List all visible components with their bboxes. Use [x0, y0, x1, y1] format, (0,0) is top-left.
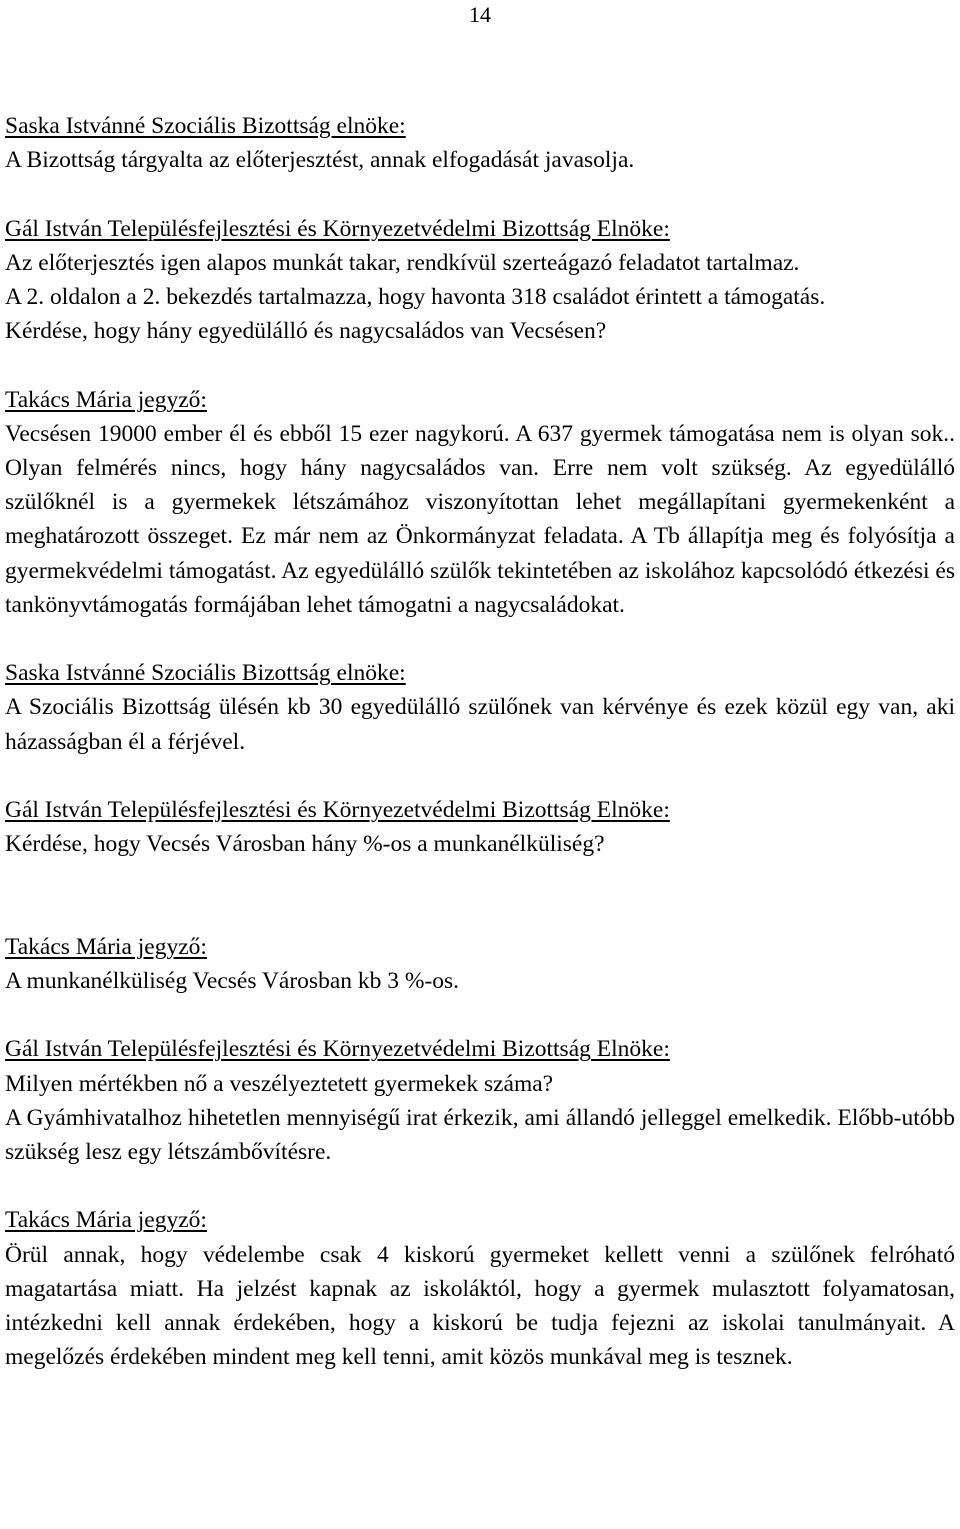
speaker-name: Takács Mária jegyző: [5, 1207, 207, 1234]
statement-text: A munkanélküliség Vecsés Városban kb 3 %-os. [5, 968, 460, 994]
statement-block [5, 109, 955, 177]
speaker-name: Takács Mária jegyző: [5, 386, 207, 413]
statement-text: Vecsésen 19000 ember él és ebből 15 ezer nagykorú. A 637 gyermek támogatása nem is olyan sok.. Olyan felmérés nincs, hogy hány nagycsaládos van. Erre nem volt szükség. Az egyedülálló szülőknél is a gyermekek létszámához viszonyítottan lehet megállapítani gyermekenként a meghatározott összeget. Ez már nem az Önkormányzat feladata. A Tb állapítja meg és folyósítja a gyermekvédelmi támogatást. Az egyedülálló szülők tekintetében az iskolához kapcsolódó étkezési és tankönyvtámogatás formájában lehet támogatni a nagycsaládokat. [5, 420, 955, 618]
statement-text: A 2. oldalon a 2. bekezdés tartalmazza, hogy havonta 318 családot érintett a támogatás. [5, 284, 826, 310]
statement-text: Kérdése, hogy Vecsés Városban hány %-os a munkanélküliség? [5, 831, 605, 858]
statement-block [5, 656, 955, 759]
statement-text: Az előterjesztés igen alapos munkát takar, rendkívül szerteágazó feladatot tartalmaz. [5, 249, 800, 276]
statement-text: A Bizottság tárgyalta az előterjesztést, annak elfogadását javasolja. [5, 147, 635, 174]
speaker-name: Gál István Településfejlesztési és Környezetvédelmi Bizottság Elnöke: [5, 797, 670, 823]
statement-text: Milyen mértékben nő a veszélyeztetett gyermekek száma? [5, 1070, 554, 1097]
statement-text: A Gyámhivatalhoz hihetetlen mennyiségű irat érkezik, ami állandó jelleggel emelkedik. Előbb-utóbb szükség lesz egy létszámbővítésre. [5, 1104, 955, 1165]
speaker-name: Gál István Településfejlesztési és Környezetvédelmi Bizottság Elnöke: [5, 1036, 670, 1063]
statement-block [5, 383, 955, 622]
statement-text: Örül annak, hogy védelembe csak 4 kiskorú gyermeket kellett venni a szülőnek felróható magatartása miatt. Ha jelzést kapnak az iskoláktól, hogy a gyermek mulasztott folyamatosan, intézkedni kell annak érdekében, hogy a kiskorú be tudja fejezni az iskolai tanulmányait. A megelőzés érdekében mindent meg kell tenni, amit közös munkával meg is tesznek. [5, 1241, 955, 1371]
statement-text: A Szociális Bizottság ülésén kb 30 egyedülálló szülőnek van kérvénye és ezek közül egy van, aki házasságban él a férjével. [5, 694, 955, 755]
statement-text: Kérdése, hogy hány egyedülálló és nagycsaládos van Vecsésen? [5, 318, 607, 345]
statement-block [5, 1203, 955, 1374]
page-number: 14 [469, 2, 491, 27]
speaker-name: Saska Istvánné Szociális Bizottság elnöke: [5, 660, 406, 687]
statement-block [5, 793, 955, 861]
speaker-name: Takács Mária jegyző: [5, 933, 207, 960]
speaker-name: Saska Istvánné Szociális Bizottság elnöke: [5, 113, 406, 139]
speaker-name: Gál István Településfejlesztési és Környezetvédelmi Bizottság Elnöke: [5, 215, 670, 242]
statement-block [5, 1032, 955, 1169]
document-body [5, 109, 955, 1374]
statement-block [5, 930, 955, 998]
statement-block [5, 212, 955, 349]
